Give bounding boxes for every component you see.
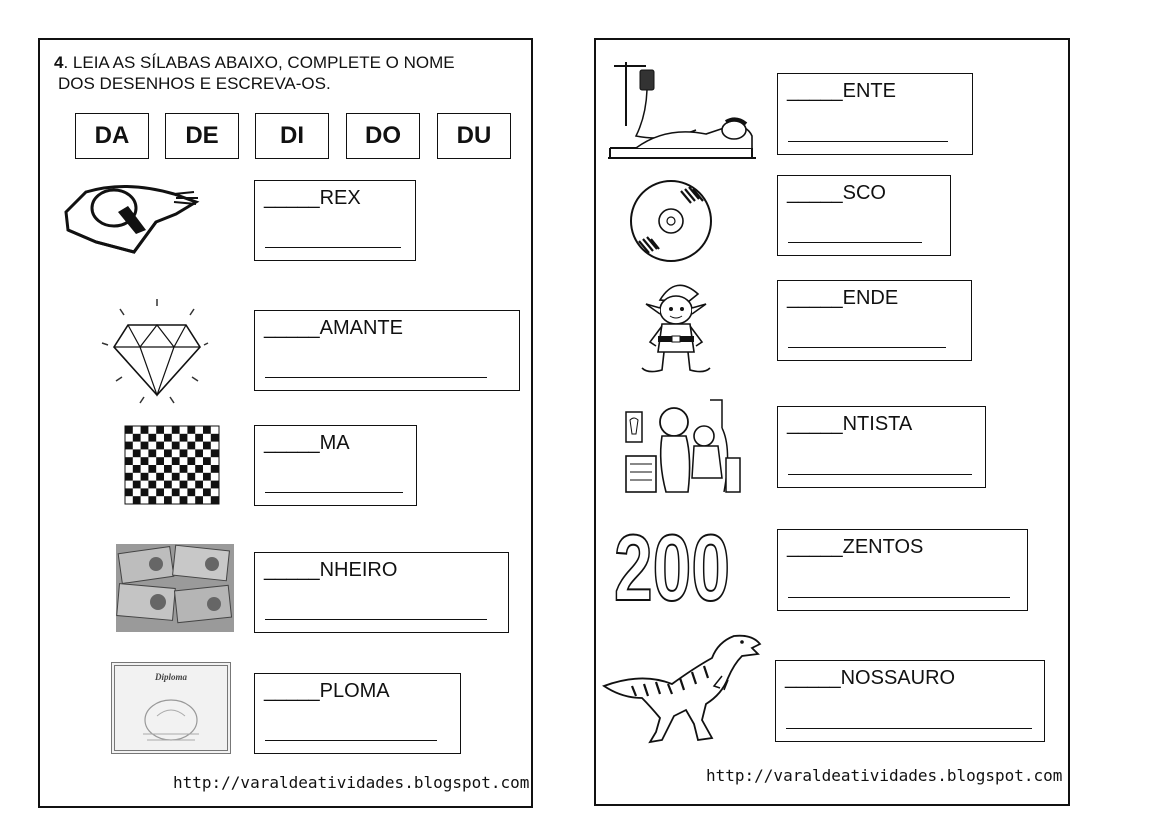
footer-url: http://varaldeatividades.blogspot.com [706,766,1063,785]
syllable-box-du: DU [437,113,511,159]
word-box-ntista [777,406,986,488]
word-box-ploma [254,673,461,754]
instruction-line-2: DOS DESENHOS E ESCREVA-OS. [58,74,331,93]
word-box-rex [254,180,416,261]
diploma-caption: Diploma [154,672,187,682]
answer-line[interactable] [265,619,487,620]
svg-text:200: 200 [614,515,730,620]
word-stem: _____NTISTA [787,413,913,435]
syllable-box-da: DA [75,113,149,159]
syllable-box-de: DE [165,113,239,159]
answer-line[interactable] [788,242,922,243]
checkerboard-icon [125,426,219,504]
right-worksheet-panel [594,38,1070,806]
word-box-amante [254,310,520,391]
instruction-line-1: . LEIA AS SÍLABAS ABAIXO, COMPLETE O NOME [63,53,455,72]
syllable-box-do: DO [346,113,420,159]
word-stem: _____NOSSAURO [785,667,956,689]
word-stem: _____SCO [787,182,886,204]
diploma-icon [111,662,231,754]
tape-dispenser-icon [56,172,206,262]
word-stem: _____ENTE [787,80,896,102]
answer-line[interactable] [788,474,972,475]
word-stem: _____ENDE [787,287,899,309]
elf-icon [626,276,724,382]
banknotes-icon [116,544,234,632]
answer-line[interactable] [788,347,946,348]
answer-line[interactable] [265,377,487,378]
word-box-zentos [777,529,1028,611]
answer-line[interactable] [265,492,403,493]
word-box-ende [777,280,972,361]
diamond-icon [100,295,215,410]
dentist-icon [622,398,746,502]
answer-line[interactable] [788,141,948,142]
word-stem: _____NHEIRO [264,559,398,581]
word-box-sco [777,175,951,256]
word-box-nossauro [775,660,1045,742]
word-stem: _____ZENTOS [787,536,924,558]
syllable-box-di: DI [255,113,329,159]
answer-line[interactable] [786,728,1032,729]
word-box-ente [777,73,973,155]
word-stem: _____AMANTE [264,317,403,339]
left-worksheet-panel [38,38,533,808]
answer-line[interactable] [788,597,1010,598]
footer-url: http://varaldeatividades.blogspot.com [173,773,530,792]
exercise-number: 4 [54,53,64,72]
word-stem: _____MA [264,432,350,454]
word-box-ma [254,425,417,506]
answer-line[interactable] [265,740,437,741]
number-200-icon [612,515,732,620]
word-stem: _____PLOMA [264,680,390,702]
hospital-patient-icon [606,56,758,162]
dinosaur-icon [602,628,762,754]
disc-icon [629,179,713,263]
word-box-nheiro [254,552,509,633]
instruction-text [54,52,524,94]
answer-line[interactable] [265,247,401,248]
word-stem: _____REX [264,187,361,209]
